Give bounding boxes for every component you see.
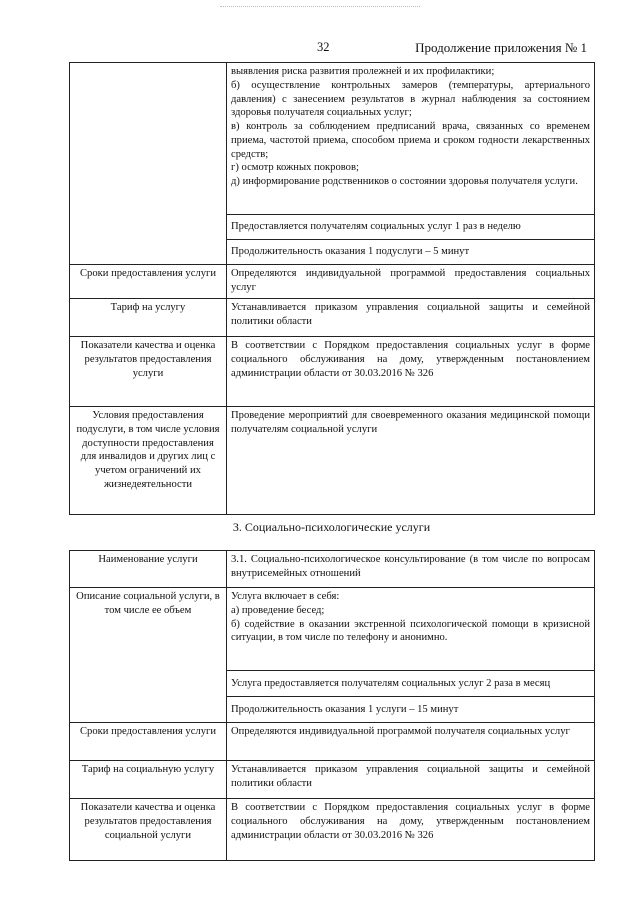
tariff-value: Устанавливается приказом управления социальной защиты и семейной политики области (227, 299, 595, 337)
table-row (70, 588, 595, 671)
page-number: 32 (317, 40, 330, 54)
scan-artifact-line (220, 6, 420, 9)
quality-label: Показатели качества и оценка результатов предоставления услуги (70, 337, 227, 407)
table-row (70, 337, 595, 407)
tariff-label: Тариф на социальную услугу (70, 761, 227, 799)
tariff-label: Тариф на услугу (70, 299, 227, 337)
terms-label: Сроки предоставления услуги (70, 265, 227, 299)
services-table-continued (69, 62, 595, 515)
table-row (70, 265, 595, 299)
service-frequency: Предоставляется получателям социальных услуг 1 раз в неделю (227, 215, 595, 240)
service-description-continued (227, 63, 595, 215)
service-frequency: Услуга предоставляется получателям социальных услуг 2 раза в месяц (227, 671, 595, 697)
terms-label: Сроки предоставления услуги (70, 723, 227, 761)
continuation-heading: Продолжение приложения № 1 (415, 40, 587, 55)
table-row (70, 551, 595, 588)
description-line: г) осмотр кожных покровов; (231, 162, 359, 174)
table-row (70, 407, 595, 515)
tariff-value: Устанавливается приказом управления социальной защиты и семейной политики области (227, 761, 595, 799)
terms-value: Определяются индивидуальной программой получателя социальных услуг (227, 723, 595, 761)
description-line: выявления риска развития пролежней и их профилактики; (231, 66, 495, 77)
description-line: а) проведение бесед; (231, 604, 325, 616)
description-line: д) информирование родственников о состоянии здоровья получателя услуги. (231, 176, 578, 188)
service-name-value: 3.1. Социально-психологическое консультирование (в том числе по вопросам внутрисемейных отношений (227, 551, 595, 588)
table-row (70, 723, 595, 761)
service-duration: Продолжительность оказания 1 подуслуги – 5 минут (227, 240, 595, 265)
quality-value: В соответствии с Порядком предоставления социальных услуг в форме социального обслуживания на дому, утвержденным постановлением администрации области от 30.03.2016 № 326 (227, 799, 595, 861)
description-line: б) осуществление контрольных замеров (температуры, артериального давления) с занесением результатов в журнал наблюдения за состоянием здоровья получателя социальных услуг; (231, 79, 590, 119)
conditions-value: Проведение мероприятий для своевременного оказания медицинской помощи получателям социальной услуги (227, 407, 595, 515)
table-row (70, 761, 595, 799)
table-cell-empty-label (70, 63, 227, 265)
description-line: в) контроль за соблюдением предписаний врача, связанных со временем приема, частотой приема, способом приема и сроком годности лекарственных средств; (231, 121, 590, 160)
service-duration: Продолжительность оказания 1 услуги – 15 минут (227, 697, 595, 723)
table-row (70, 799, 595, 861)
section-title: 3. Социально-психологические услуги (232, 520, 431, 534)
quality-value: В соответствии с Порядком предоставления социальных услуг в форме социального обслуживания на дому, утвержденным постановлением администрации области от 30.03.2016 № 326 (227, 337, 595, 407)
quality-label: Показатели качества и оценка результатов предоставления социальной услуги (70, 799, 227, 861)
psychological-services-table (69, 550, 595, 861)
description-value (227, 588, 595, 671)
description-line: б) содействие в оказании экстренной психологической помощи в кризисной ситуации, в том числе по телефону и анонимно. (231, 618, 590, 644)
terms-value: Определяются индивидуальной программой предоставления социальных услуг (227, 265, 595, 299)
description-label: Описание социальной услуги, в том числе ее объем (70, 588, 227, 723)
table-row (70, 63, 595, 215)
table-row (70, 299, 595, 337)
description-line: Услуга включает в себя: (231, 591, 340, 602)
conditions-label: Условия предоставления подуслуги, в том числе условия доступности предоставления для инвалидов и других лиц с учетом ограничений их жизнедеятельности (70, 407, 227, 515)
service-name-label: Наименование услуги (70, 551, 227, 588)
